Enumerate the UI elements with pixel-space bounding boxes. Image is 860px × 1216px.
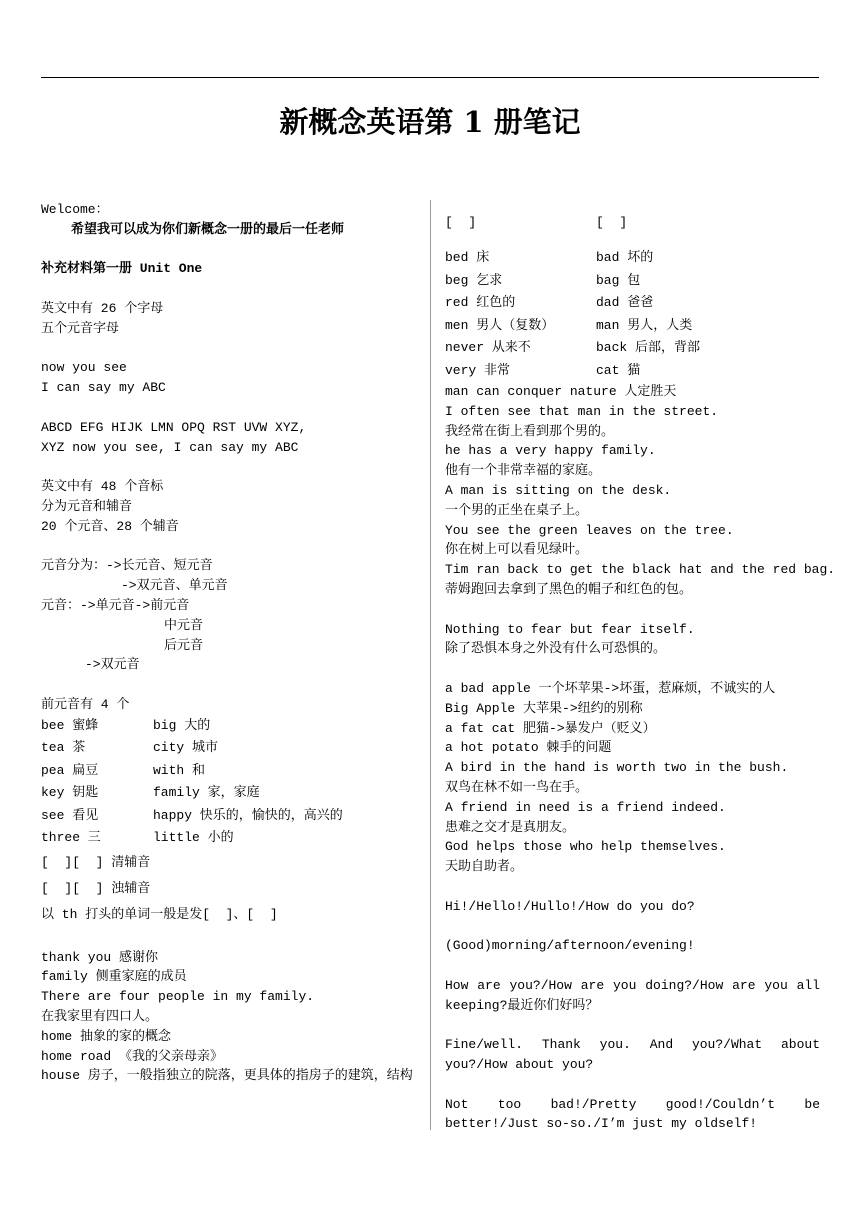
word-pair-row (445, 360, 820, 383)
unit-heading: 补充材料第一册 Unit One (41, 261, 203, 277)
word: happy 快乐的，愉快的，高兴的 (153, 807, 343, 823)
word: bee 蜜蜂 (41, 717, 99, 733)
word: bag 包 (596, 272, 641, 288)
welcome-label: Welcome： (41, 202, 109, 217)
phonetic-symbol: [ ] (445, 215, 477, 230)
note-line: thank you 感谢你 (41, 949, 159, 965)
note-line: 他有一个非常幸福的家庭。 (445, 463, 602, 479)
word: red 红色的 (445, 295, 516, 310)
note-line: 一个男的正坐在桌子上。 (445, 502, 589, 518)
note-line: 我经常在街上看到那个男的。 (445, 423, 615, 439)
note-line: he has a very happy family. (445, 443, 656, 459)
phonetic-symbols-row (445, 208, 820, 238)
word: big 大的 (153, 717, 211, 733)
note-line: a bad apple 一个坏苹果->坏蛋，惹麻烦，不诚实的人 (445, 680, 776, 696)
word: three 三 (41, 830, 101, 846)
note-line: Tim ran back to get the black hat and the red bag. (445, 562, 836, 578)
word-pair-row (445, 270, 820, 293)
text-line: I can say my ABC (41, 380, 166, 396)
word-pair-row (41, 827, 421, 850)
word-pair-row (41, 805, 421, 828)
text-line: 元音：->单元音->前元音 (41, 597, 190, 613)
greeting-line: Hi!/Hello!/Hullo!/How do you do? (445, 898, 695, 914)
voiced-consonants: [ ][ ] 浊辅音 (41, 880, 151, 896)
note-line: 在我家里有四口人。 (41, 1008, 159, 1024)
word: see 看见 (41, 807, 99, 823)
note-line: 患难之交才是真朋友。 (445, 819, 576, 835)
note-line: home 抽象的家的概念 (41, 1028, 172, 1044)
text-line: 英文中有 48 个音标 (41, 479, 164, 495)
greeting-line: (Good)morning/afternoon/evening! (445, 938, 695, 954)
text-line: ABCD EFG HIJK LMN OPQ RST UVW XYZ, (41, 419, 307, 435)
word-pair-row (41, 760, 421, 783)
text-line: ->双元音 (85, 657, 140, 673)
word-pair-row (445, 337, 820, 360)
page-title: 新概念英语第 1 册笔记 (279, 105, 581, 139)
greeting-line: Fine/well. Thank you. And you?/What about you?/How about you? (445, 1037, 820, 1073)
column-divider (430, 200, 431, 1130)
note-line: Nothing to fear but fear itself. (445, 621, 695, 637)
text-line: now you see (41, 360, 127, 376)
word-pair-row (41, 737, 421, 760)
left-column (41, 200, 421, 1086)
note-line: Big Apple 大苹果->纽约的别称 (445, 700, 643, 716)
word: beg 乞求 (445, 272, 503, 288)
word: pea 扁豆 (41, 762, 99, 778)
note-line: a fat cat 肥猫->暴发户（贬义） (445, 720, 656, 736)
word: bad 坏的 (596, 250, 654, 265)
text-line: 英文中有 26 个字母 (41, 300, 164, 316)
note-line: A friend in need is a friend indeed. (445, 799, 726, 815)
phonetic-symbol: [ ] (596, 215, 628, 230)
word: with 和 (153, 762, 206, 778)
note-line: God helps those who help themselves. (445, 839, 726, 855)
text-line: 分为元音和辅音 (41, 498, 133, 514)
word: man 男人，人类 (596, 317, 693, 333)
text-line: 中元音 (164, 617, 204, 633)
house-note: house 房子，一般指独立的院落，更具体的指房子的建筑，结构 (41, 1068, 413, 1084)
note-line: 双鸟在林不如一鸟在手。 (445, 779, 589, 795)
word-pair-row (445, 292, 820, 315)
word-pair-row (445, 247, 820, 270)
note-line: man can conquer nature 人定胜天 (445, 384, 677, 399)
word: family 家，家庭 (153, 785, 260, 801)
note-line: I often see that man in the street. (445, 403, 719, 419)
word: very 非常 (445, 362, 511, 378)
word: little 小的 (153, 830, 234, 846)
welcome-note: 希望我可以成为你们新概念一册的最后一任老师 (71, 221, 345, 237)
word-pair-row (445, 315, 820, 338)
note-line: 除了恐惧本身之外没有什么可恐惧的。 (445, 641, 667, 657)
word: men 男人（复数） (445, 317, 555, 333)
note-line: 你在树上可以看见绿叶。 (445, 542, 589, 558)
greeting-line: How are you?/How are you doing?/How are you all keeping?最近你们好吗？ (445, 977, 820, 1013)
header-rule (41, 77, 819, 78)
word: key 钥匙 (41, 785, 99, 801)
word: never 从来不 (445, 340, 531, 355)
front-vowel-heading: 前元音有 4 个 (41, 696, 130, 712)
note-line: A man is sitting on the desk. (445, 482, 672, 498)
voiceless-consonants: [ ][ ] 清辅音 (41, 854, 151, 870)
word: tea 茶 (41, 740, 86, 756)
note-line: 蒂姆跑回去拿到了黑色的帽子和红色的包。 (445, 581, 693, 597)
text-line: 20 个元音、28 个辅音 (41, 518, 179, 534)
note-line: You see the green leaves on the tree. (445, 522, 734, 538)
word: cat 猫 (596, 362, 641, 378)
note-line: A bird in the hand is worth two in the bush. (445, 760, 789, 776)
text-line: 元音分为：->长元音、短元音 (41, 558, 213, 574)
word: back 后部，背部 (596, 340, 701, 355)
word: bed 床 (445, 250, 490, 265)
note-line: 天助自助者。 (445, 859, 524, 875)
word: dad 爸爸 (596, 295, 654, 310)
note-line: There are four people in my family. (41, 989, 315, 1005)
text-line: 五个元音字母 (41, 320, 120, 336)
word-pair-row (41, 782, 421, 805)
word: city 城市 (153, 740, 219, 756)
text-line: ->双元音、单元音 (121, 578, 228, 594)
text-line: XYZ now you see, I can say my ABC (41, 439, 299, 455)
note-line: home road 《我的父亲母亲》 (41, 1048, 224, 1064)
word-pair-row (41, 715, 421, 738)
note-line: family 侧重家庭的成员 (41, 969, 187, 985)
greeting-line: Not too bad!/Pretty good!/Couldn’t be better!/Just so-so./I’m just my oldself! (445, 1096, 820, 1132)
right-column (445, 200, 836, 1134)
note-line: a hot potato 棘手的问题 (445, 740, 612, 756)
th-rule: 以 th 打头的单词一般是发[ ]、[ ] (41, 906, 278, 922)
text-line: 后元音 (164, 637, 204, 653)
